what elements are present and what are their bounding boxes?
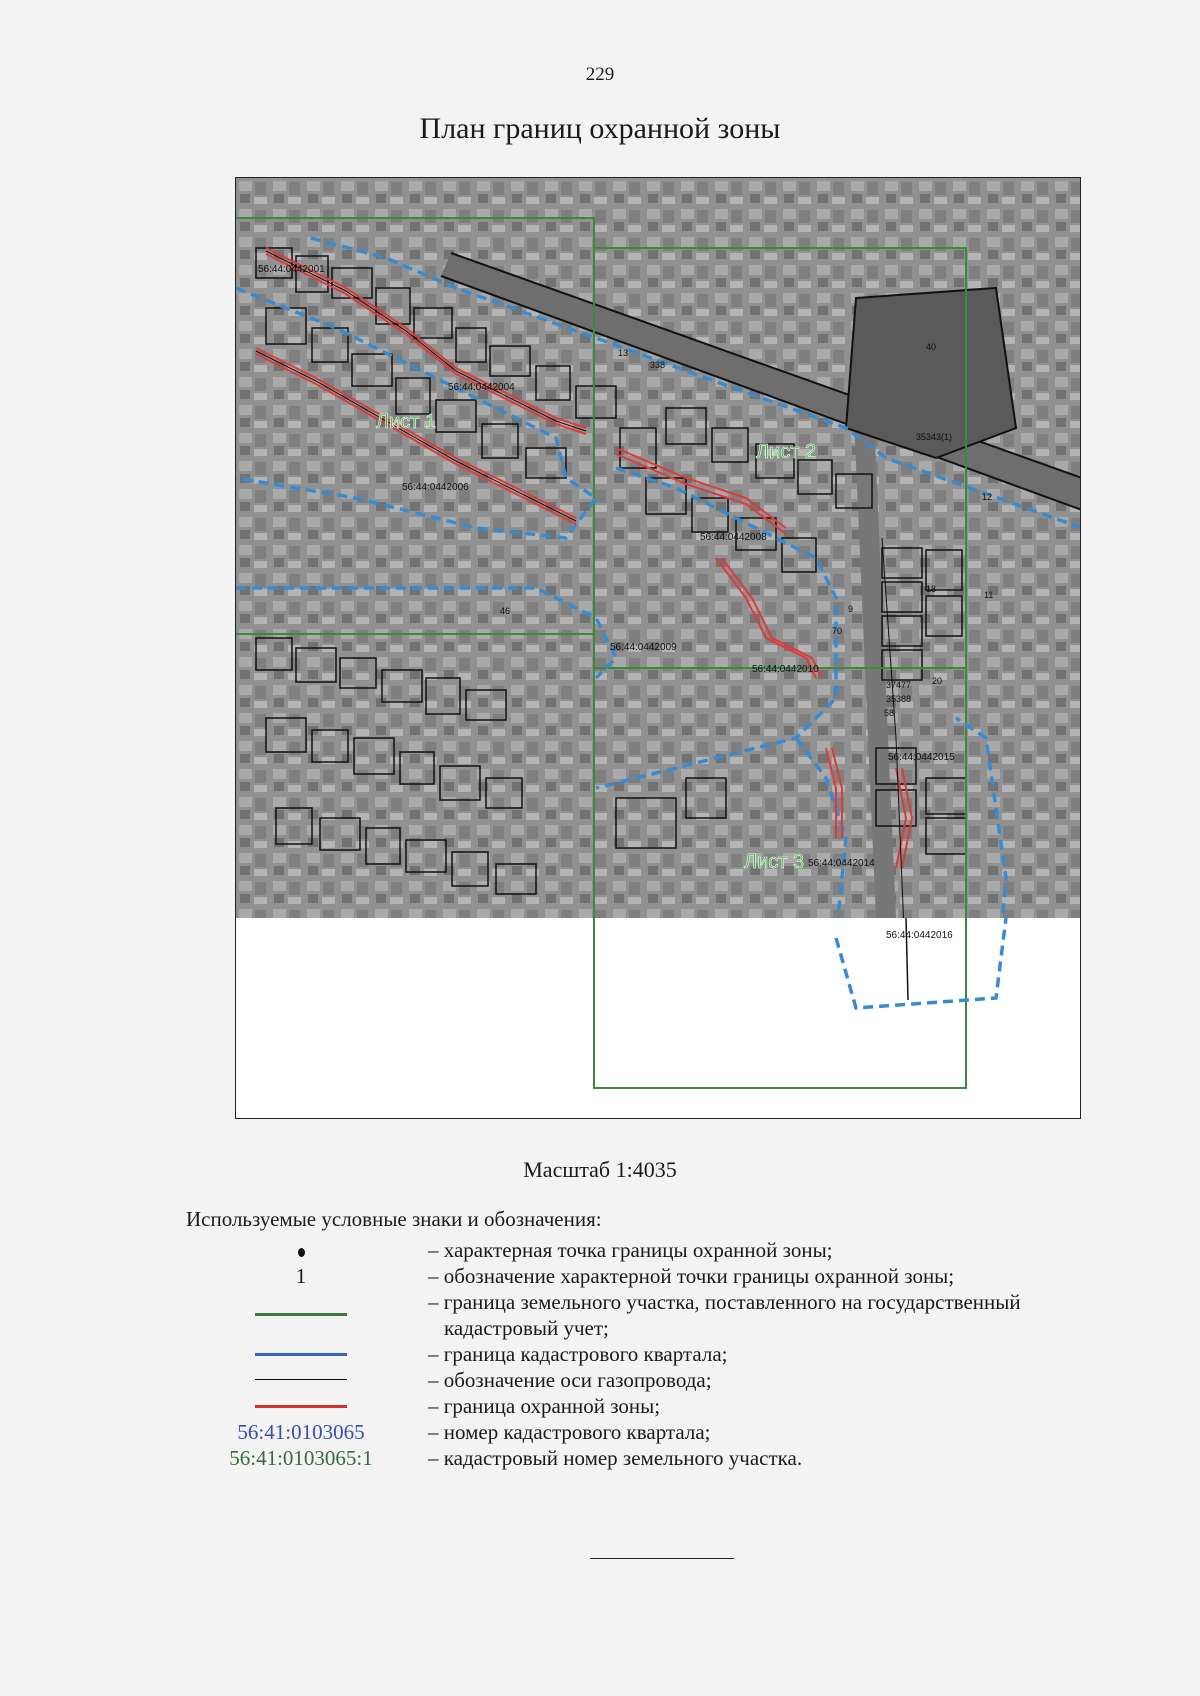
page-number: 229 xyxy=(585,64,615,85)
cadastral-label: 56:44:0442015 xyxy=(888,752,955,763)
blue-line-icon xyxy=(218,1341,384,1367)
legend-row xyxy=(0,1315,1200,1341)
parcel-number: 58 xyxy=(884,708,895,718)
legend-row xyxy=(0,1289,1200,1315)
parcel-number: 35388 xyxy=(886,694,912,704)
map-frame xyxy=(235,177,1081,1119)
parcel-number: 18 xyxy=(926,584,937,594)
cadastral-label: 56:44:0442008 xyxy=(700,532,767,543)
legend-row xyxy=(0,1237,1200,1263)
legend-row xyxy=(0,1419,1200,1445)
parcel-number: 9 xyxy=(848,604,854,614)
legend-row xyxy=(0,1445,1200,1471)
legend-row xyxy=(0,1367,1200,1393)
parcel-number: 12 xyxy=(982,492,993,502)
legend-desc: – обозначение оси газопровода; xyxy=(428,1368,712,1392)
legend-desc: – кадастровый номер земельного участка. xyxy=(428,1446,803,1470)
parcel-number: 338 xyxy=(650,360,666,370)
cadastral-label: 56:44:0442010 xyxy=(752,664,819,675)
red-line-icon xyxy=(218,1393,384,1419)
parcel-number: 37477 xyxy=(886,680,912,690)
legend-desc: – граница земельного участка, поставленного на государственный xyxy=(428,1290,1021,1314)
legend-desc: – граница кадастрового квартала; xyxy=(428,1342,728,1366)
legend-symbol-text: 56:41:0103065:1 xyxy=(229,1446,373,1470)
legend-row xyxy=(0,1263,1200,1289)
page-title: План границ охранной зоны xyxy=(419,112,781,145)
cadastral-label: 56:44:0442001 xyxy=(258,264,325,275)
sheet-label: Лист 1 xyxy=(376,411,437,433)
legend-desc: – характерная точка границы охранной зоны; xyxy=(428,1238,833,1262)
cadastral-label: 56:44:0442004 xyxy=(448,382,515,393)
legend-desc: – номер кадастрового квартала; xyxy=(428,1420,711,1444)
legend-desc: – обозначение характерной точки границы охранной зоны; xyxy=(428,1264,955,1288)
parcel-number: 13 xyxy=(618,348,629,358)
sheet-label: Лист 2 xyxy=(756,441,817,463)
parcel-number: 40 xyxy=(926,342,937,352)
legend-title: Используемые условные знаки и обозначения: xyxy=(186,1207,602,1231)
green-line-icon xyxy=(218,1289,384,1315)
map-scale: Масштаб 1:4035 xyxy=(523,1157,677,1182)
parcel-number: 20 xyxy=(932,676,943,686)
parcel-number: 35343(1) xyxy=(916,432,953,442)
legend-row xyxy=(0,1341,1200,1367)
parcel-number: 70 xyxy=(832,626,843,636)
footer-rule xyxy=(590,1558,734,1559)
parcel-number: 46 xyxy=(500,606,511,616)
legend-desc: кадастровый учет; xyxy=(444,1316,609,1340)
cadastral-label: 56:44:0442006 xyxy=(402,482,469,493)
legend-row xyxy=(0,1393,1200,1419)
black-line-icon xyxy=(218,1367,384,1393)
cadastral-map xyxy=(236,178,1081,1119)
legend-desc: – граница охранной зоны; xyxy=(428,1394,661,1418)
point-dot-icon xyxy=(218,1237,384,1263)
cadastral-label: 56:44:0442016 xyxy=(886,930,953,941)
parcel-number: 11 xyxy=(984,590,994,600)
legend-symbol-text: 56:41:0103065 xyxy=(237,1420,365,1444)
sheet-label: Лист 3 xyxy=(744,851,805,873)
cadastral-label: 56:44:0442014 xyxy=(808,858,875,869)
cadastral-label: 56:44:0442009 xyxy=(610,642,677,653)
legend-symbol-text: 1 xyxy=(295,1264,307,1288)
